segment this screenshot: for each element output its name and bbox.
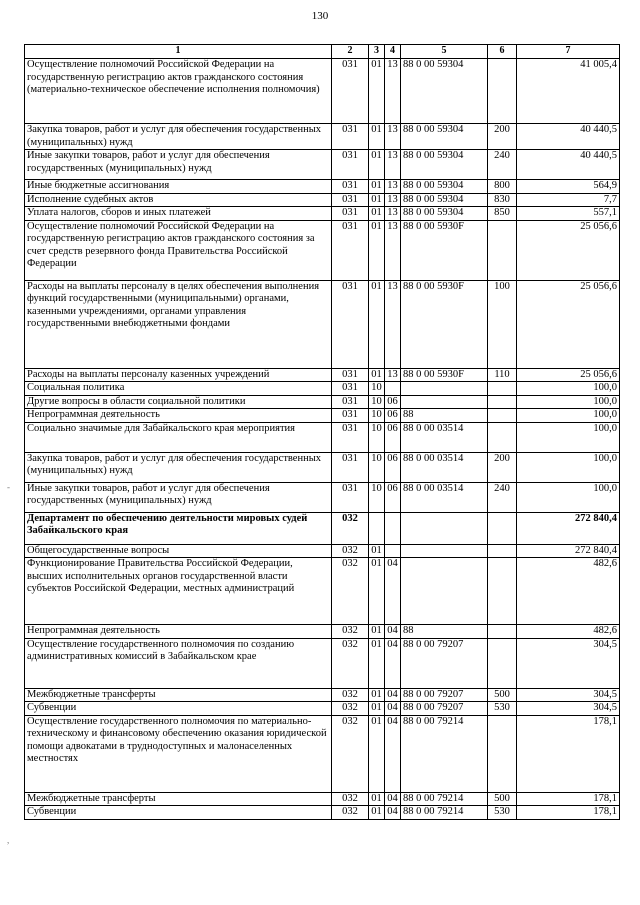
section-code: 01 bbox=[369, 59, 385, 124]
account-code: 032 bbox=[332, 558, 369, 625]
subsection-code bbox=[385, 382, 401, 396]
row-name: Закупка товаров, работ и услуг для обеспечения государственных (муниципальных) нужд bbox=[25, 124, 332, 150]
amount: 482,6 bbox=[517, 625, 620, 639]
budget-table bbox=[24, 44, 620, 820]
expense-type bbox=[488, 220, 517, 280]
amount: 178,1 bbox=[517, 715, 620, 792]
table-row bbox=[25, 702, 620, 716]
table-row bbox=[25, 422, 620, 452]
account-code: 031 bbox=[332, 207, 369, 221]
subsection-code: 04 bbox=[385, 638, 401, 688]
subsection-code: 13 bbox=[385, 180, 401, 194]
subsection-code: 13 bbox=[385, 207, 401, 221]
expense-type bbox=[488, 715, 517, 792]
expense-type bbox=[488, 638, 517, 688]
amount: 178,1 bbox=[517, 806, 620, 820]
expense-type bbox=[488, 512, 517, 544]
row-name: Межбюджетные трансферты bbox=[25, 688, 332, 702]
target-article: 88 bbox=[401, 625, 488, 639]
account-code: 031 bbox=[332, 150, 369, 180]
subsection-code: 04 bbox=[385, 806, 401, 820]
account-code: 031 bbox=[332, 395, 369, 409]
table-row bbox=[25, 382, 620, 396]
table-row bbox=[25, 558, 620, 625]
subsection-code: 06 bbox=[385, 422, 401, 452]
row-name: Социально значимые для Забайкальского края мероприятия bbox=[25, 422, 332, 452]
account-code: 031 bbox=[332, 193, 369, 207]
section-code: 10 bbox=[369, 422, 385, 452]
section-code: 01 bbox=[369, 806, 385, 820]
account-code: 032 bbox=[332, 702, 369, 716]
subsection-code: 06 bbox=[385, 482, 401, 512]
subsection-code: 04 bbox=[385, 792, 401, 806]
expense-type: 240 bbox=[488, 150, 517, 180]
account-code: 031 bbox=[332, 452, 369, 482]
account-code: 032 bbox=[332, 625, 369, 639]
target-article bbox=[401, 512, 488, 544]
row-name: Другие вопросы в области социальной политики bbox=[25, 395, 332, 409]
account-code: 031 bbox=[332, 482, 369, 512]
amount: 40 440,5 bbox=[517, 124, 620, 150]
target-article: 88 0 00 79214 bbox=[401, 715, 488, 792]
target-article bbox=[401, 395, 488, 409]
account-code: 031 bbox=[332, 280, 369, 368]
section-code: 01 bbox=[369, 638, 385, 688]
subsection-code: 13 bbox=[385, 220, 401, 280]
target-article: 88 0 00 79207 bbox=[401, 702, 488, 716]
section-code: 01 bbox=[369, 180, 385, 194]
subsection-code: 13 bbox=[385, 150, 401, 180]
expense-type: 240 bbox=[488, 482, 517, 512]
subsection-code: 04 bbox=[385, 715, 401, 792]
target-article: 88 0 00 5930F bbox=[401, 368, 488, 382]
amount: 272 840,4 bbox=[517, 512, 620, 544]
expense-type: 500 bbox=[488, 792, 517, 806]
subsection-code: 13 bbox=[385, 280, 401, 368]
amount: 272 840,4 bbox=[517, 544, 620, 558]
account-code: 031 bbox=[332, 180, 369, 194]
row-name: Функционирование Правительства Российской Федерации, высших исполнительных органов государственной власти субъектов Российской Федерации, местных администраций bbox=[25, 558, 332, 625]
account-code: 031 bbox=[332, 220, 369, 280]
target-article: 88 0 00 79214 bbox=[401, 806, 488, 820]
target-article: 88 bbox=[401, 409, 488, 423]
expense-type bbox=[488, 544, 517, 558]
table-row bbox=[25, 409, 620, 423]
table-row bbox=[25, 715, 620, 792]
subsection-code: 13 bbox=[385, 59, 401, 124]
amount: 304,5 bbox=[517, 688, 620, 702]
account-code: 031 bbox=[332, 422, 369, 452]
amount: 304,5 bbox=[517, 638, 620, 688]
amount: 25 056,6 bbox=[517, 280, 620, 368]
subsection-code bbox=[385, 544, 401, 558]
target-article: 88 0 00 03514 bbox=[401, 482, 488, 512]
section-code: 01 bbox=[369, 792, 385, 806]
row-name: Непрограммная деятельность bbox=[25, 625, 332, 639]
subsection-code: 04 bbox=[385, 625, 401, 639]
margin-mark: , bbox=[7, 835, 10, 845]
target-article: 88 0 00 59304 bbox=[401, 207, 488, 221]
section-code: 01 bbox=[369, 544, 385, 558]
subsection-code bbox=[385, 512, 401, 544]
section-code: 01 bbox=[369, 688, 385, 702]
section-code: 10 bbox=[369, 382, 385, 396]
account-code: 032 bbox=[332, 715, 369, 792]
header-row bbox=[25, 45, 620, 59]
subsection-code: 06 bbox=[385, 452, 401, 482]
row-name: Уплата налогов, сборов и иных платежей bbox=[25, 207, 332, 221]
amount: 178,1 bbox=[517, 792, 620, 806]
target-article: 88 0 00 79207 bbox=[401, 638, 488, 688]
subsection-code: 04 bbox=[385, 558, 401, 625]
table-row bbox=[25, 395, 620, 409]
section-code: 01 bbox=[369, 715, 385, 792]
expense-type: 200 bbox=[488, 124, 517, 150]
expense-type bbox=[488, 395, 517, 409]
section-code: 01 bbox=[369, 558, 385, 625]
expense-type: 530 bbox=[488, 702, 517, 716]
row-name: Исполнение судебных актов bbox=[25, 193, 332, 207]
target-article: 88 0 00 03514 bbox=[401, 422, 488, 452]
section-code: 01 bbox=[369, 280, 385, 368]
section-code: 01 bbox=[369, 150, 385, 180]
section-code: 10 bbox=[369, 409, 385, 423]
row-name: Иные закупки товаров, работ и услуг для обеспечения государственных (муниципальных) нужд bbox=[25, 482, 332, 512]
amount: 25 056,6 bbox=[517, 368, 620, 382]
subsection-code: 06 bbox=[385, 409, 401, 423]
section-code: 10 bbox=[369, 395, 385, 409]
amount: 482,6 bbox=[517, 558, 620, 625]
row-name: Осуществление полномочий Российской Федерации на государственную регистрацию актов гражданского состояния за счет средств резервного фонда Правительства Российской Федерации bbox=[25, 220, 332, 280]
row-name: Расходы на выплаты персоналу в целях обеспечения выполнения функций государственными (муниципальными) органами, казенными учреждениями, органами управления государственными внебюджетными фондами bbox=[25, 280, 332, 368]
expense-type bbox=[488, 625, 517, 639]
amount: 557,1 bbox=[517, 207, 620, 221]
section-code bbox=[369, 512, 385, 544]
table-row bbox=[25, 638, 620, 688]
amount: 7,7 bbox=[517, 193, 620, 207]
amount: 100,0 bbox=[517, 452, 620, 482]
expense-type bbox=[488, 59, 517, 124]
table-row bbox=[25, 220, 620, 280]
expense-type: 800 bbox=[488, 180, 517, 194]
subsection-code: 04 bbox=[385, 688, 401, 702]
subsection-code: 06 bbox=[385, 395, 401, 409]
header-col-7: 7 bbox=[517, 45, 620, 59]
table-row bbox=[25, 482, 620, 512]
table-row bbox=[25, 59, 620, 124]
header-col-4: 4 bbox=[385, 45, 401, 59]
expense-type: 110 bbox=[488, 368, 517, 382]
header-col-1: 1 bbox=[25, 45, 332, 59]
row-name: Осуществление полномочий Российской Федерации на государственную регистрацию актов гражданского состояния (материально-техническое обеспечение исполнения полномочия) bbox=[25, 59, 332, 124]
account-code: 032 bbox=[332, 544, 369, 558]
amount: 100,0 bbox=[517, 409, 620, 423]
table-row bbox=[25, 150, 620, 180]
subsection-code: 13 bbox=[385, 124, 401, 150]
section-code: 01 bbox=[369, 368, 385, 382]
margin-mark: - bbox=[7, 482, 10, 492]
section-code: 01 bbox=[369, 625, 385, 639]
target-article: 88 0 00 5930F bbox=[401, 220, 488, 280]
section-code: 01 bbox=[369, 124, 385, 150]
section-code: 10 bbox=[369, 452, 385, 482]
page-number: 130 bbox=[311, 10, 329, 22]
target-article: 88 0 00 79214 bbox=[401, 792, 488, 806]
table-row bbox=[25, 180, 620, 194]
row-name: Иные бюджетные ассигнования bbox=[25, 180, 332, 194]
section-code: 01 bbox=[369, 193, 385, 207]
account-code: 031 bbox=[332, 59, 369, 124]
expense-type: 830 bbox=[488, 193, 517, 207]
table-row bbox=[25, 625, 620, 639]
row-name: Общегосударственные вопросы bbox=[25, 544, 332, 558]
row-name: Субвенции bbox=[25, 702, 332, 716]
row-name: Непрограммная деятельность bbox=[25, 409, 332, 423]
row-name: Субвенции bbox=[25, 806, 332, 820]
table-row bbox=[25, 512, 620, 544]
expense-type bbox=[488, 558, 517, 625]
header-col-6: 6 bbox=[488, 45, 517, 59]
target-article bbox=[401, 382, 488, 396]
target-article bbox=[401, 544, 488, 558]
account-code: 031 bbox=[332, 124, 369, 150]
subsection-code: 13 bbox=[385, 368, 401, 382]
account-code: 031 bbox=[332, 382, 369, 396]
account-code: 031 bbox=[332, 368, 369, 382]
target-article bbox=[401, 558, 488, 625]
table-row bbox=[25, 688, 620, 702]
table-row bbox=[25, 452, 620, 482]
subsection-code: 13 bbox=[385, 193, 401, 207]
table-row bbox=[25, 193, 620, 207]
amount: 41 005,4 bbox=[517, 59, 620, 124]
table-row bbox=[25, 544, 620, 558]
row-name: Осуществление государственного полномочия по созданию административных комиссий в Забайкальском крае bbox=[25, 638, 332, 688]
table-row bbox=[25, 280, 620, 368]
section-code: 01 bbox=[369, 220, 385, 280]
row-name: Межбюджетные трансферты bbox=[25, 792, 332, 806]
expense-type bbox=[488, 422, 517, 452]
expense-type: 200 bbox=[488, 452, 517, 482]
account-code: 032 bbox=[332, 688, 369, 702]
account-code: 032 bbox=[332, 638, 369, 688]
section-code: 01 bbox=[369, 702, 385, 716]
amount: 40 440,5 bbox=[517, 150, 620, 180]
row-name: Закупка товаров, работ и услуг для обеспечения государственных (муниципальных) нужд bbox=[25, 452, 332, 482]
amount: 25 056,6 bbox=[517, 220, 620, 280]
target-article: 88 0 00 03514 bbox=[401, 452, 488, 482]
row-name: Департамент по обеспечению деятельности мировых судей Забайкальского края bbox=[25, 512, 332, 544]
target-article: 88 0 00 5930F bbox=[401, 280, 488, 368]
amount: 564,9 bbox=[517, 180, 620, 194]
row-name: Расходы на выплаты персоналу казенных учреждений bbox=[25, 368, 332, 382]
table-row bbox=[25, 806, 620, 820]
amount: 100,0 bbox=[517, 395, 620, 409]
table-row bbox=[25, 368, 620, 382]
table-row bbox=[25, 207, 620, 221]
expense-type: 530 bbox=[488, 806, 517, 820]
subsection-code: 04 bbox=[385, 702, 401, 716]
target-article: 88 0 00 59304 bbox=[401, 124, 488, 150]
target-article: 88 0 00 59304 bbox=[401, 193, 488, 207]
account-code: 032 bbox=[332, 792, 369, 806]
account-code: 032 bbox=[332, 806, 369, 820]
target-article: 88 0 00 79207 bbox=[401, 688, 488, 702]
account-code: 032 bbox=[332, 512, 369, 544]
row-name: Осуществление государственного полномочия по материально-техническому и финансовому обеспечению оказания юридической помощи адвокатами в труднодоступных и малонаселенных местностях bbox=[25, 715, 332, 792]
target-article: 88 0 00 59304 bbox=[401, 59, 488, 124]
amount: 100,0 bbox=[517, 482, 620, 512]
expense-type bbox=[488, 409, 517, 423]
table-row bbox=[25, 124, 620, 150]
row-name: Социальная политика bbox=[25, 382, 332, 396]
expense-type: 100 bbox=[488, 280, 517, 368]
amount: 100,0 bbox=[517, 382, 620, 396]
expense-type: 500 bbox=[488, 688, 517, 702]
section-code: 01 bbox=[369, 207, 385, 221]
table-row bbox=[25, 792, 620, 806]
amount: 304,5 bbox=[517, 702, 620, 716]
row-name: Иные закупки товаров, работ и услуг для обеспечения государственных (муниципальных) нужд bbox=[25, 150, 332, 180]
account-code: 031 bbox=[332, 409, 369, 423]
amount: 100,0 bbox=[517, 422, 620, 452]
target-article: 88 0 00 59304 bbox=[401, 180, 488, 194]
header-col-2: 2 bbox=[332, 45, 369, 59]
header-col-5: 5 bbox=[401, 45, 488, 59]
target-article: 88 0 00 59304 bbox=[401, 150, 488, 180]
expense-type: 850 bbox=[488, 207, 517, 221]
expense-type bbox=[488, 382, 517, 396]
section-code: 10 bbox=[369, 482, 385, 512]
header-col-3: 3 bbox=[369, 45, 385, 59]
